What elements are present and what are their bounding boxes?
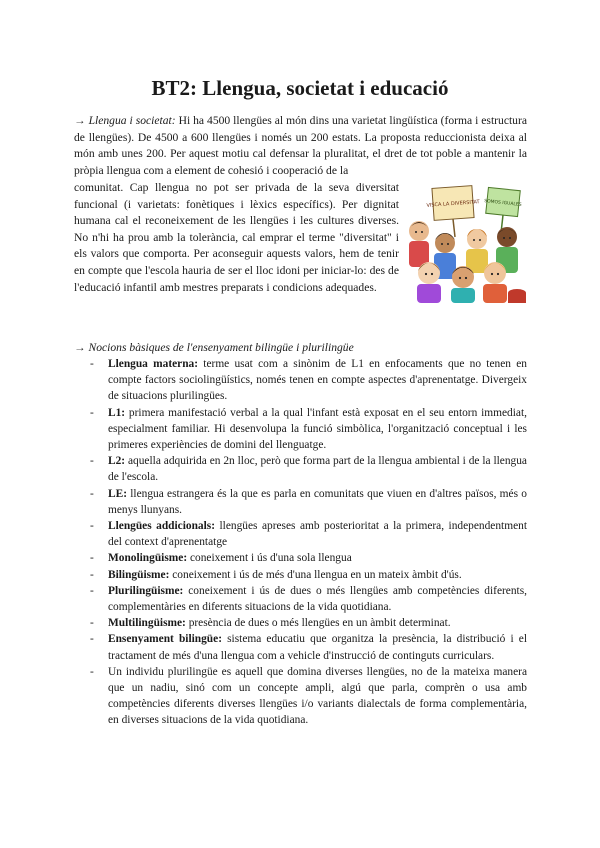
- arrow-bullet: →: [74, 114, 86, 127]
- definition-term: LE:: [108, 487, 127, 500]
- list-item: [74, 453, 527, 485]
- list-item: [74, 356, 527, 405]
- list-item: [74, 664, 527, 729]
- dash-bullet: -: [90, 633, 94, 646]
- definition-text: llengües apreses amb posterioritat a la primera, independentment del context d'aprenentatge: [108, 520, 527, 549]
- dash-bullet: -: [90, 665, 94, 678]
- dash-bullet: -: [90, 584, 94, 597]
- intro-lead: Llengua i societat:: [88, 114, 176, 127]
- dash-bullet: -: [90, 520, 94, 533]
- intro-text: Hi ha 4500 llengües al món dins una varietat lingüística (forma i estructura de llengües). De 4500 a 600 llengües i només un 200 estats. La proposta reduccionista deixa al món amb unes 200. Per aquest motiu cal defensar la pluralitat, el dret de tot poble a mantenir la pròpia llengua com a element de cohesió i cooperació de la: [74, 114, 527, 177]
- list-item: [74, 518, 527, 550]
- section-title: → Nocions bàsiques de l'ensenyament bilingüe i plurilingüe: [74, 341, 354, 354]
- definition-term: Multilingüisme:: [108, 617, 186, 630]
- list-item: [74, 567, 527, 583]
- sign-right-text: SOMOS IGUALES: [483, 199, 522, 208]
- list-item: [74, 550, 527, 566]
- intro-paragraph: [74, 113, 527, 179]
- definition-term: Llengua materna:: [108, 358, 199, 370]
- definition-text: aquella adquirida en 2n lloc, però que forma part de la llengua ambiental i de la llengua de l'escola.: [108, 455, 527, 484]
- children-diversity-illustration: [405, 185, 527, 303]
- dash-bullet: -: [90, 406, 94, 419]
- dash-bullet: -: [90, 358, 94, 370]
- list-item: [74, 486, 527, 518]
- intro-continued-paragraph: comunitat. Cap llengua no pot ser privada de la seva diversitat funcional (i varietats: fonètiques i lèxics específics). Per dignitat humana cal el reconeixement de les llengües i les cultures diverses. No n'hi ha prou amb la tolerància, cal emprar el terme "diversitat" i els valors que comporta. Per aconseguir aquests valors, hem de tenir en compte que l'escola hauria de ser el lloc idoni per iniciar-lo: des de l'educació infantil amb mestres preparats i condicions adequades.: [74, 181, 399, 294]
- dash-bullet: -: [90, 568, 94, 581]
- definition-text: Un individu plurilingüe es aquell que domina diverses llengües, no de la mateixa manera que un nadiu, sinó com un concepte ampli, algú que parla, comprèn o usa amb competències diferents diverses llengües i/o variants dialectals de forma complementària, en diverses situacions de la vida quotidiana.: [108, 665, 527, 727]
- definition-term: Ensenyament bilingüe:: [108, 633, 222, 646]
- definition-text: coneixement i ús d'una sola llengua: [187, 552, 352, 565]
- definition-text: presència de dues o més llengües en un àmbit determinat.: [185, 617, 451, 630]
- definition-text: primera manifestació verbal a la qual l'infant està exposat en el seu entorn immediat, especialment familiar. Hi desenvolupa la funció simbòlica, l'organització conceptual i les primeres experiències de domini del llenguatge.: [108, 406, 527, 452]
- definition-text: coneixement i ús de més d'una llengua en un mateix àmbit d'ús.: [169, 568, 462, 581]
- definition-term: L2:: [108, 455, 126, 468]
- dash-bullet: -: [90, 455, 94, 468]
- list-item: [74, 583, 527, 615]
- list-item: [74, 615, 527, 631]
- list-item: [74, 405, 527, 454]
- page-title: BT2: Llengua, societat i educació: [151, 76, 449, 100]
- definition-text: sistema educatiu que organitza la presència, la distribució i el tractament de més d'una llengua com a vehicle d'instrucció de continguts curriculars.: [108, 633, 527, 662]
- definition-term: Llengües addicionals:: [108, 520, 216, 533]
- definition-text: terme usat com a sinònim de L1 en enfocaments que no tenen en compte factors sociolingüístics, només tenen en compte aspectes d'aprenentatge. Divergeix de situacions plurilingües.: [108, 358, 527, 403]
- list-item: [74, 631, 527, 663]
- dash-bullet: -: [90, 617, 94, 630]
- definitions-list: [74, 356, 527, 729]
- definition-term: L1:: [108, 406, 126, 419]
- definition-term: Bilingüisme:: [108, 568, 170, 581]
- definition-term: Plurilingüisme:: [108, 584, 184, 597]
- dash-bullet: -: [90, 487, 94, 500]
- sign-left-text: VISCA LA DIVERSITAT: [426, 199, 480, 209]
- dash-bullet: -: [90, 552, 94, 565]
- definition-text: llengua estrangera és la que es parla en comunitats que viuen en d'altres països, més o menys llunyans.: [108, 487, 527, 516]
- definition-term: Monolingüisme:: [108, 552, 188, 565]
- intro-continued-block: [74, 180, 527, 305]
- definition-text: coneixement i ús de dues o més llengües amb competències diferents, complementàries en diferents situacions de la vida quotidiana.: [108, 584, 527, 614]
